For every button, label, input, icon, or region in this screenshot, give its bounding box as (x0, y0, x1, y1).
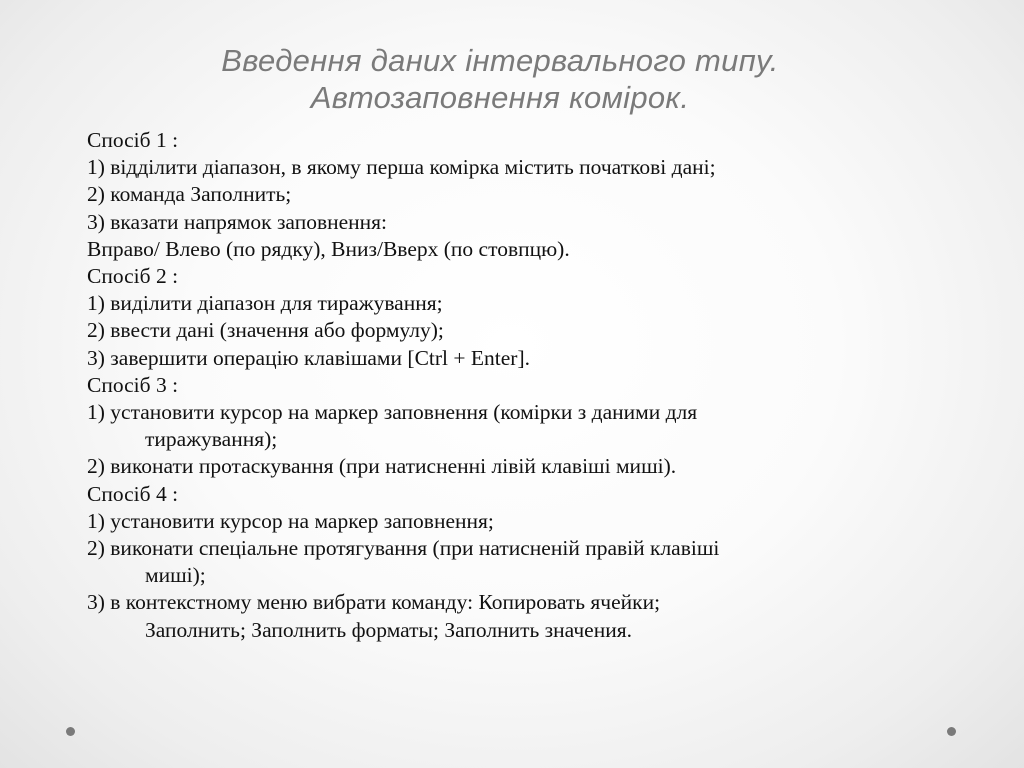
decorative-dot-right (947, 727, 956, 736)
slide-title (0, 42, 1000, 116)
method-3-step-2: 2) виконати протаскування (при натисненні лівій клавіші миші). (87, 454, 677, 479)
method-4-step-2-continued: миші); (145, 563, 206, 588)
method-4-step-3: 3) в контекстному меню вибрати команду: Копировать ячейки; (87, 590, 661, 615)
slide-title-line-1: Введення даних інтервального типу. (221, 43, 779, 78)
method-4-heading: Спосіб 4 : (87, 481, 179, 506)
method-1-step-1: 1) відділити діапазон, в якому перша комірка містить початкові дані; (87, 155, 716, 180)
method-2-step-1: 1) виділити діапазон для тиражування; (87, 291, 443, 316)
method-2-step-3: 3) завершити операцію клавішами [Ctrl + Enter]. (87, 345, 530, 370)
method-4-step-1: 1) установити курсор на маркер заповнення; (87, 508, 494, 533)
method-1-directions: Вправо/ Влево (по рядку), Вниз/Вверх (по стовпцю). (87, 236, 570, 261)
method-3-step-1-continued: тиражування); (145, 427, 278, 452)
method-2-step-2: 2) ввести дані (значення або формулу); (87, 318, 444, 343)
method-4-step-3-continued: Заполнить; Заполнить форматы; Заполнить значения. (145, 617, 632, 642)
method-2-heading: Спосіб 2 : (87, 264, 179, 289)
slide-body (87, 127, 957, 644)
method-4-step-2: 2) виконати спеціальне протягування (при натисненій правій клавіші (87, 536, 720, 561)
method-3-heading: Спосіб 3 : (87, 372, 179, 397)
method-1-step-3: 3) вказати напрямок заповнення: (87, 209, 388, 234)
method-1-heading: Спосіб 1 : (87, 128, 179, 152)
method-3-step-1: 1) установити курсор на маркер заповнення (комірки з даними для (87, 400, 698, 425)
slide-title-line-2: Автозаповнення комірок. (310, 80, 690, 115)
decorative-dot-left (66, 727, 75, 736)
method-1-step-2: 2) команда Заполнить; (87, 182, 292, 207)
